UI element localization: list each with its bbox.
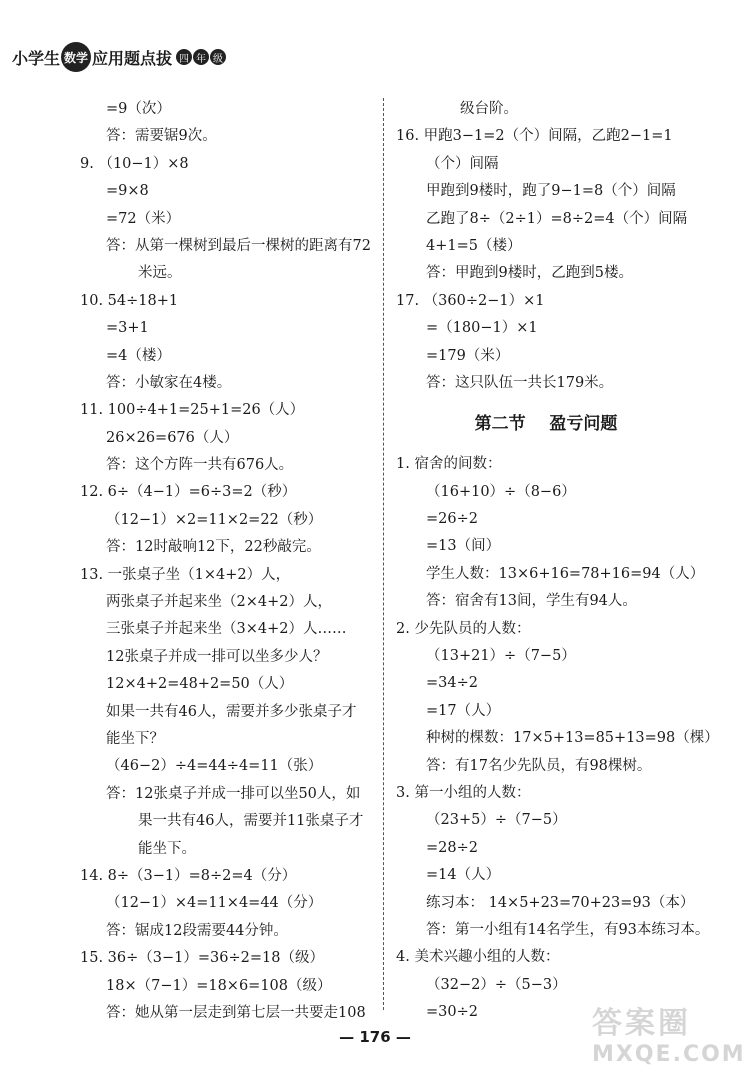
text-line: 答：小敏家在4楼。 <box>106 374 232 391</box>
grade-badge <box>176 49 227 65</box>
text-line: 12×4+2=48+2=50（人） <box>106 676 294 693</box>
column-divider <box>383 98 384 1010</box>
right-column-top <box>396 96 736 397</box>
text-line: （16+10）÷（8−6） <box>426 483 576 500</box>
text-line: 三张桌子并起来坐（3×4+2）人…… <box>106 621 347 638</box>
text-line: （32−2）÷（5−3） <box>426 976 567 993</box>
text-line: 11. 100÷4+1=25+1=26（人） <box>80 402 305 419</box>
text-line: 9. （10−1）×8 <box>80 155 189 172</box>
text-line: =17（人） <box>426 702 501 719</box>
header-title-part2: 应用题点拔 <box>92 48 173 68</box>
text-line: （个）间隔 <box>426 155 499 172</box>
math-logo-icon: 数学 <box>61 42 91 72</box>
text-line: 两张桌子并起来坐（2×4+2）人， <box>106 594 332 611</box>
grade-char: 四 <box>176 49 192 65</box>
text-line: 能坐下。 <box>138 840 196 857</box>
book-header <box>12 40 227 74</box>
left-column <box>80 96 380 1027</box>
text-line: 12张桌子并成一排可以坐多少人？ <box>106 648 328 665</box>
text-line: 26×26=676（人） <box>106 429 239 446</box>
text-line: 种树的棵数：17×5+13=85+13=98（棵） <box>426 730 719 747</box>
text-line: 能坐下？ <box>106 730 164 747</box>
text-line: 练习本： 14×5+23=70+23=93（本） <box>426 894 695 911</box>
text-line: 答：锯成12段需要44分钟。 <box>106 922 288 939</box>
text-line: 如果一共有46人，需要并多少张桌子才 <box>106 703 357 720</box>
text-line: =3+1 <box>106 320 149 337</box>
page-number: — 176 — <box>339 1028 411 1046</box>
text-line: =26÷2 <box>426 511 478 528</box>
text-line: 16. 甲跑3−1=2（个）间隔，乙跑2−1=1 <box>396 128 673 145</box>
watermark-line1: 答案圈 <box>592 1006 691 1041</box>
text-line: （13+21）÷（7−5） <box>426 648 576 665</box>
grade-char: 年 <box>193 49 209 65</box>
text-line: 4. 美术兴趣小组的人数： <box>396 949 560 966</box>
text-line: 答：这个方阵一共有676人。 <box>106 457 294 474</box>
text-line: =28÷2 <box>426 839 478 856</box>
text-line: 果一共有46人，需要并11张桌子才 <box>138 813 364 830</box>
text-line: 乙跑了8÷（2÷1）=8÷2=4（个）间隔 <box>426 210 688 227</box>
text-line: 米远。 <box>138 265 182 282</box>
text-line: =179（米） <box>426 347 510 364</box>
text-line: 14. 8÷（3−1）=8÷2=4（分） <box>80 867 297 884</box>
text-line: （12−1）×4=11×4=44（分） <box>106 895 323 912</box>
text-line: （12−1）×2=11×2=22（秒） <box>106 511 323 528</box>
text-line: 学生人数：13×6+16=78+16=94（人） <box>426 565 705 582</box>
watermark-logo <box>592 998 746 1070</box>
right-column-bottom <box>396 451 736 1026</box>
text-line: （46−2）÷4=44÷4=11（张） <box>106 758 323 775</box>
text-line: 答：她从第一层走到第七层一共要走108 <box>106 1004 366 1021</box>
text-line: 12. 6÷（4−1）=6÷3=2（秒） <box>80 484 297 501</box>
text-line: =14（人） <box>426 867 501 884</box>
text-line: 17. （360÷2−1）×1 <box>396 292 545 309</box>
text-line: 10. 54÷18+1 <box>80 292 179 309</box>
text-line: 3. 第一小组的人数： <box>396 784 531 801</box>
text-line: 2. 少先队员的人数： <box>396 620 531 637</box>
text-line: 甲跑到9楼时，跑了9−1=8（个）间隔 <box>426 183 676 200</box>
text-line: 答：这只队伍一共长179米。 <box>426 374 614 391</box>
text-line: 13. 一张桌子坐（1×4+2）人， <box>80 566 291 583</box>
watermark-line2: MXQE.COM <box>592 1042 746 1067</box>
grade-char: 级 <box>210 49 226 65</box>
text-line: 1. 宿舍的间数： <box>396 456 502 473</box>
text-line: =30÷2 <box>426 1004 478 1021</box>
text-line: =9×8 <box>106 183 149 200</box>
text-line: 4+1=5（楼） <box>426 237 522 254</box>
text-line: 答：从第一棵树到最后一棵树的距离有72 <box>106 237 371 254</box>
text-line: 答：12张桌子并成一排可以坐50人，如 <box>106 785 361 802</box>
text-line: =72（米） <box>106 210 181 227</box>
right-column <box>396 96 736 1027</box>
text-line: 答：甲跑到9楼时，乙跑到5楼。 <box>426 265 633 282</box>
text-line: 15. 36÷（3−1）=36÷2=18（级） <box>80 950 324 967</box>
text-line: 答：第一小组有14名学生，有93本练习本。 <box>426 921 710 938</box>
text-line: =（180−1）×1 <box>426 320 538 337</box>
text-line: =13（间） <box>426 538 501 555</box>
text-line: 答：12时敲响12下，22秒敲完。 <box>106 539 321 556</box>
text-line: =34÷2 <box>426 675 478 692</box>
text-line: 答：有17名少先队员，有98棵树。 <box>426 757 652 774</box>
text-line: =9（次） <box>106 101 171 117</box>
text-line: 答：需要锯9次。 <box>106 128 217 145</box>
header-title-part1: 小学生 <box>12 48 61 68</box>
text-line: 答：宿舍有13间，学生有94人。 <box>426 593 637 610</box>
section-title: 第二节 盈亏问题 <box>474 414 618 435</box>
text-line: 18×（7−1）=18×6=108（级） <box>106 977 332 994</box>
text-line: （23+5）÷（7−5） <box>426 812 567 829</box>
text-line: 级台阶。 <box>460 101 518 117</box>
text-line: =4（楼） <box>106 347 171 364</box>
